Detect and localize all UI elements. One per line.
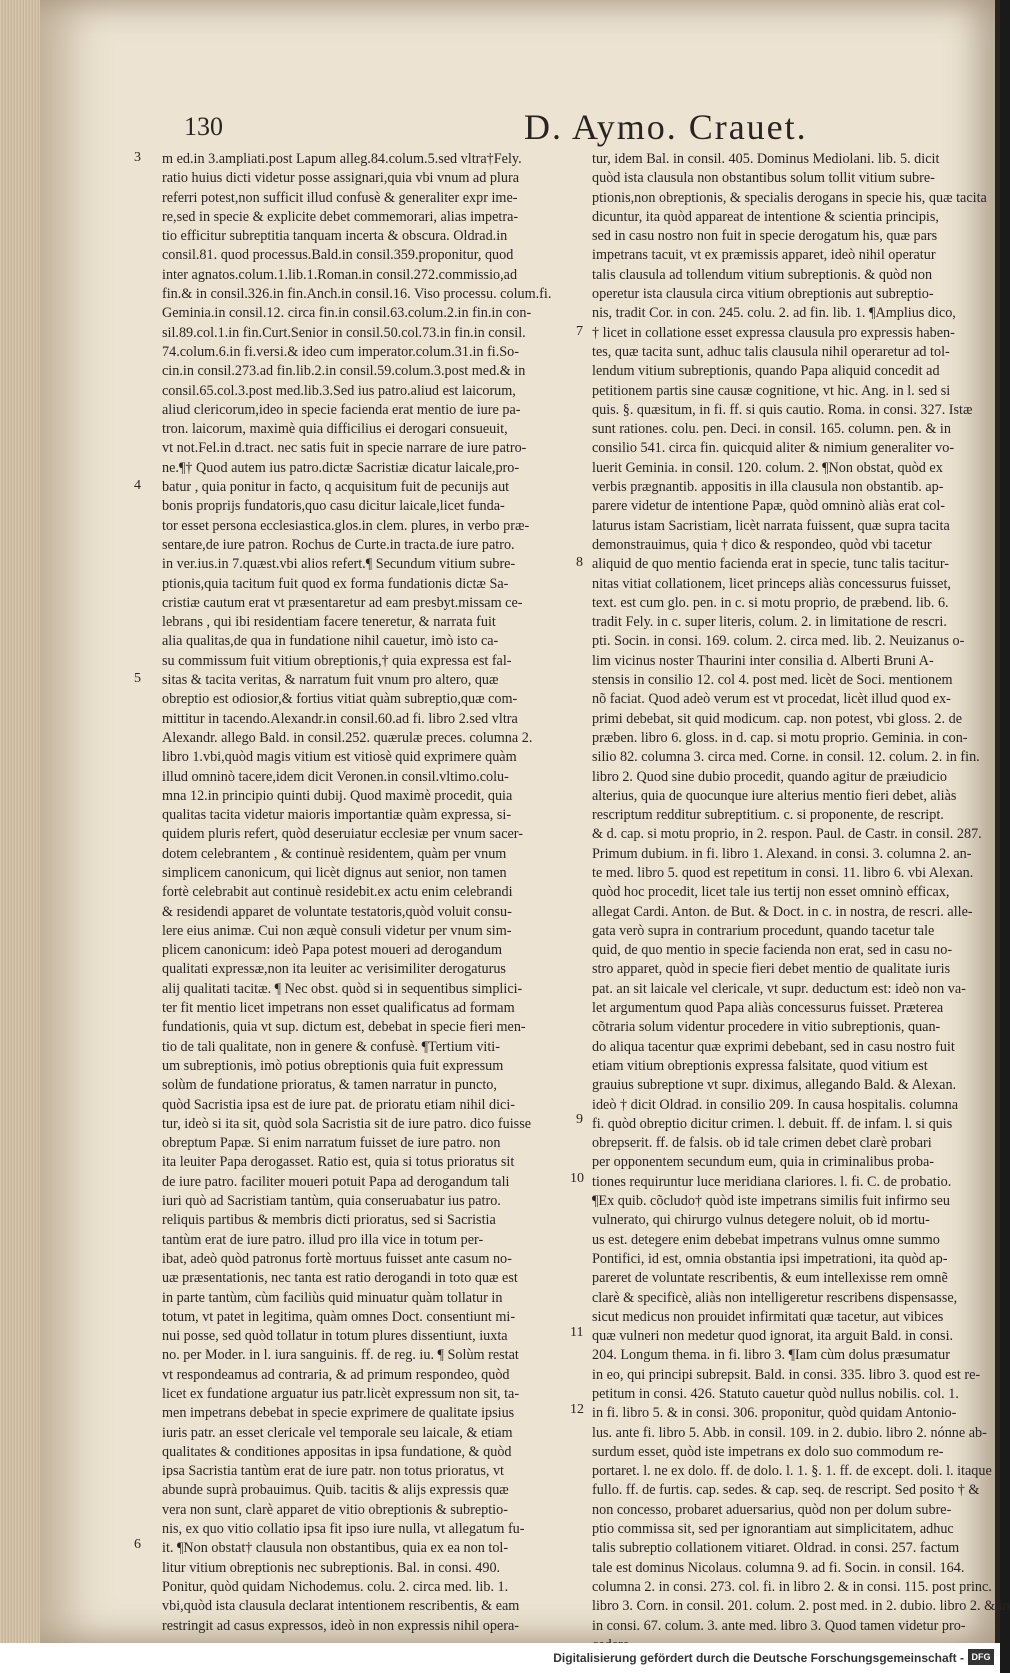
- text-line: obrepserit. ff. de falsis. ob id tale crimen debet clarè probari: [592, 1135, 932, 1152]
- text-line: fundationis, quia vt sup. dictum est, debebat in specie fieri men-: [162, 1019, 526, 1036]
- margin-number: 7: [576, 324, 583, 339]
- text-line: petitum in consi. 426. Statuto cauetur quòd nullus nobilis. col. 1.: [592, 1386, 959, 1402]
- text-line: in fi. libro 5. & in consi. 306. proponitur, quòd quidam Antonio-: [592, 1405, 957, 1422]
- text-line: su commissum fuit vitium obreptionis,† quia expressa est fal-: [162, 652, 512, 669]
- text-line: it. ¶Non obstat† clausula non obstantibus, quia ex ea non tol-: [162, 1540, 509, 1557]
- text-line: nis, tradit Cor. in con. 245. colu. 2. ad fin. lib. 1. ¶Amplius dico,: [592, 305, 956, 322]
- text-line: iuri quò ad Sacristiam tantùm, quia conseruabatur ius patro.: [162, 1193, 501, 1210]
- text-line: cin.in consil.273.ad fin.lib.2.in consil.59.colum.3.post med.& in: [162, 363, 526, 380]
- text-line: tiones requiruntur luce meridiana clariores. l. fi. C. de probatio.: [592, 1173, 952, 1190]
- text-line: restringit ad casus expressos, ideò in non expressis nihil opera-: [162, 1617, 519, 1634]
- text-line: libro 2. Quod sine dubio procedit, quando agitur de præiudicio: [592, 768, 948, 785]
- text-line: petitionem partis sine causæ cognitione, vt hic. Ang. in l. sed si: [592, 382, 951, 399]
- text-line: referri potest,non sufficit illud confusè & generaliter expr ime-: [162, 189, 518, 206]
- text-line: Pontifici, id est, omnia obstantia ipsi impetrationi, ita quòd ap-: [592, 1250, 948, 1267]
- left-text-column: [162, 150, 582, 1636]
- page-stack-edge: [0, 0, 44, 1643]
- text-line: primi debebat, sit quid modicum. cap. non potest, vbi gloss. 2. de: [592, 710, 963, 727]
- text-line: totum, vt patet in legitima, quàm omnes Doct. consentiunt mi-: [162, 1308, 516, 1325]
- text-line: præben. libro 6. gloss. in d. cap. si motu proprio. Geminia. in con-: [592, 729, 968, 746]
- text-line: bonis proprijs fundatoris,quo casu dicitur laicale,licet funda-: [162, 498, 505, 515]
- text-line: luerit Geminia. in consil. 120. colum. 2. ¶Non obstat, quòd ex: [592, 459, 943, 476]
- book-page: [40, 0, 1010, 1643]
- text-line: clarè & specificè, aliàs non intelligeretur rescribens dispensasse,: [592, 1289, 958, 1306]
- text-line: tale est dominus Nicolaus. columna 9. ad fi. Socin. in consil. 164.: [592, 1559, 965, 1576]
- text-line: solùm de fundatione prioratus, & tamen narratur in puncto,: [162, 1077, 497, 1094]
- text-line: qualitas tacita videtur maioris importantiæ quàm expressa, si-: [162, 807, 512, 824]
- text-line: quòd hoc procedit, licet tale ius tertij non esset omninò efficax,: [592, 884, 950, 901]
- text-line: columna 2. in consi. 273. col. fi. in libro 2. & in consi. 115. post princ.: [592, 1578, 992, 1595]
- text-line: vbi,quòd ista clausula declarat intentionem rescribentis, & eam: [162, 1598, 520, 1615]
- text-line: † licet in collatione esset expressa clausula pro expressis haben-: [592, 324, 955, 341]
- text-line: ptionis,quia tacitum fuit quod ex forma fundationis dictæ Sa-: [162, 575, 509, 592]
- text-line: simplicem canonicum, qui licèt dignus aut senior, non tamen: [162, 864, 507, 881]
- text-line: us est. detegere enim debebat impetrans vulnus omne summo: [592, 1231, 940, 1248]
- text-line: fortè celebrabit aut continuè residebit.ex actu enim celebrandi: [162, 884, 513, 901]
- text-line: fi. quòd obreptio dicitur crimen. l. debuit. ff. de infam. l. si quis: [592, 1115, 953, 1132]
- text-line: vt respondeamus ad contraria, & ad primum respondeo, quòd: [162, 1366, 510, 1383]
- text-line: ptionis,non obreptionis, & specialis derogans in specie his, quæ tacita: [592, 189, 987, 206]
- text-line: verbis prægnantib. appositis in illa clausula non obstantib. ap-: [592, 479, 944, 496]
- text-line: consil.65.col.3.post med.lib.3.Sed ius patro.aliud est laicorum,: [162, 382, 516, 399]
- text-line: Geminia.in consil.12. circa fin.in consil.63.colum.2.in fin.in con-: [162, 305, 532, 322]
- text-line: tor esset persona ecclesiastica.glos.in clem. plures, in verbo præ-: [162, 517, 530, 534]
- text-line: lebrans , qui ibi residentiam facere teneretur, & narrata fuit: [162, 614, 496, 631]
- margin-number: 6: [134, 1537, 141, 1552]
- text-line: nitas vitiat collationem, licet princeps aliàs concessurus fuisset,: [592, 575, 951, 592]
- margin-number: 5: [134, 671, 141, 686]
- text-line: in parte tantùm, cùm faciliùs quid minuatur quàm tollatur in: [162, 1289, 503, 1306]
- page-number: 130: [184, 112, 223, 141]
- text-line: qualitates & conditiones appositas in ipsa fundatione, & quòd: [162, 1443, 512, 1460]
- text-line: Ponitur, quòd quidam Nichodemus. colu. 2. circa med. lib. 1.: [162, 1578, 509, 1595]
- text-line: quòd Sacristia ipsa est de iure pat. de prioratu etiam nihil dici-: [162, 1096, 516, 1113]
- text-line: talis clausula ad tollendum vitium subreptionis. & quòd non: [592, 266, 933, 283]
- text-line: dicuntur, ita quòd appareat de intentione & scientia principis,: [592, 208, 939, 225]
- text-line: nui posse, sed quòd tollatur in totum plures dissentiunt, iuxta: [162, 1328, 508, 1345]
- text-line: quidem pluris refert, quòd deseruiatur ecclesiæ per vnum sacer-: [162, 826, 523, 843]
- margin-number: 9: [576, 1112, 583, 1127]
- running-title: D. Aymo. Crauet.: [524, 107, 808, 147]
- text-line: mittitur in tacendo.Alexandr.in consil.60.ad fi. libro 2.sed vltra: [162, 710, 518, 727]
- text-line: let argumentum quod Papa aliàs concessurus fuisset. Præterea: [592, 1000, 944, 1017]
- text-line: tur, idem Bal. in consil. 405. Dominus Mediolani. lib. 5. dicit: [592, 151, 940, 167]
- text-line: ipsa Sacristia tantùm erat de iure patr. non totus prioratus, vt: [162, 1463, 504, 1480]
- text-line: reliquis partibus & membris dicti prioratus, sed si Sacristia: [162, 1212, 496, 1229]
- text-line: tur, ideò si ita sit, quòd sola Sacristia sit de iure patro. dico fuisse: [162, 1115, 532, 1132]
- text-line: stensis in consilio 12. col 4. post med. licèt de Soci. mentionem: [592, 672, 953, 689]
- text-line: Alexandr. allego Bald. in consil.252. quærulæ preces. columna 2.: [162, 729, 533, 746]
- text-line: surdum esset, quòd iste impetrans ex dolo suo commodum re-: [592, 1443, 944, 1460]
- text-line: sed in casu nostro non fuit in specie derogatum his, quæ pars: [592, 228, 938, 245]
- text-line: quis. §. quæsitum, in fi. ff. si quis cautio. Roma. in consi. 327. Istæ: [592, 401, 973, 418]
- text-line: aliquid de quo mentio facienda erat in specie, tunc talis tacitur-: [592, 556, 950, 573]
- text-line: plicem canonicum: ideò Papa potest moueri ad derogandum: [162, 942, 503, 959]
- text-line: nis, ex quo vitio collatio ipsa fit ipso iure nulla, vt allegatum fu-: [162, 1521, 525, 1538]
- text-line: batur , quia ponitur in facto, q acquisitum fuit de pecunijs aut: [162, 479, 510, 496]
- text-line: ¶Ex quib. cõcludo† quòd iste impetrans similis fuit infirmo seu: [592, 1193, 950, 1210]
- text-line: libro 1.vbi,quòd magis vitium est vitiosè quid exprimere quàm: [162, 749, 517, 766]
- text-line: ter fit mentio licet impetrans non esset qualificatus ad formam: [162, 1000, 515, 1017]
- text-line: grauius subreptione vt supr. diximus, allegando Bald. & Alexan.: [592, 1077, 957, 1094]
- text-line: rescriptum redditur subreptitium. c. si proponente, de rescript.: [592, 807, 944, 824]
- text-line: re,sed in specie & explicite debet commemorari, alias impetra-: [162, 208, 519, 225]
- text-line: pat. an sit laicale vel clericale, vt supr. deductum est: ideò non va-: [592, 980, 966, 997]
- text-line: sunt rationes. colu. pen. Deci. in consil. 165. column. pen. & in: [592, 421, 951, 438]
- text-line: ptio commissa sit, sed per ignorantiam aut simplicitatem, adhuc: [592, 1521, 954, 1538]
- page-header: [104, 106, 955, 150]
- text-line: obreptum Papæ. Si enim narratum fuisset de iure patro. non: [162, 1135, 501, 1152]
- text-line: in consi. 67. colum. 3. ante med. libro 3. Quod tamen videtur pro-: [592, 1617, 966, 1634]
- text-line: obreptio est odiosior,& fortius vitiat quàm subreptio,quæ com-: [162, 691, 518, 708]
- text-line: parere videtur de intentione Papæ, quòd omninò aliàs erat col-: [592, 498, 946, 515]
- right-text-column: [592, 150, 1010, 1655]
- text-line: alterius, quia de quocunque iure alterius mentio fieri debet, aliàs: [592, 787, 957, 804]
- text-line: lim vicinus noster Thaurini inter consilia d. Alberti Bruni A-: [592, 652, 934, 669]
- text-line: portaret. l. ne ex dolo. ff. de dolo. l. 1. §. 1. ff. de except. doli. l. itaque: [592, 1463, 992, 1480]
- text-line: vera non sunt, clarè apparet de vitio obreptionis & subreptio-: [162, 1501, 508, 1518]
- digitization-footer: [0, 1643, 1000, 1673]
- text-line: cõtraria solum videntur procedere in vitio subreptionis, quan-: [592, 1019, 941, 1036]
- text-line: 204. Longum thema. in fi. libro 3. ¶Iam cùm dolus præsumatur: [592, 1347, 950, 1364]
- text-line: sentare,de iure patron. Rochus de Curte.in tracta.de iure patro.: [162, 536, 515, 553]
- text-line: iuris patr. an esset clericale vel temporale seu laicale, & etiam: [162, 1424, 513, 1441]
- text-line: men impetrans debebat in specie exprimere de qualitate ipsius: [162, 1405, 515, 1422]
- text-line: ita leuiter Papa derogasset. Ratio est, quia si totus prioratus sit: [162, 1154, 515, 1171]
- text-line: de iure patro. faciliter moueri potuit Papa ad derogandum tali: [162, 1173, 510, 1190]
- margin-number: 12: [570, 1402, 584, 1417]
- text-line: tradit Fely. in c. super literis, colum. 2. in limitatione de rescri.: [592, 614, 947, 631]
- text-line: 74.colum.6.in fi.versi.& ideo cum imperator.colum.31.in fi.So-: [162, 343, 519, 360]
- text-line: alia qualitas,de qua in fundatione nihil cauetur, imò isto ca-: [162, 633, 499, 650]
- text-line: consil.81. quod processus.Bald.in consil.359.proponitur, quod: [162, 247, 514, 264]
- text-line: alij qualitati tacitæ. ¶ Nec obst. quòd si in sequentibus simplici-: [162, 980, 523, 997]
- text-line: ideò † dicit Oldrad. in consilio 209. In causa hospitalis. columna: [592, 1096, 959, 1113]
- text-line: quæ vulneri non medetur quod ignorat, ita arguit Bald. in consi.: [592, 1328, 954, 1345]
- text-line: um subreptionis, imò potius obreptionis quia fuit expressum: [162, 1057, 504, 1074]
- text-line: licet ex fundatione arguatur ius patr.licèt expressum non sit, ta-: [162, 1386, 520, 1402]
- text-line: lus. ante fi. libro 5. Abb. in consil. 109. in 2. dubio. libro 2. nónne ab-: [592, 1424, 987, 1441]
- text-line: cristiæ cautum erat vt præsentaretur ad eam presbyt.missam ce-: [162, 594, 523, 611]
- dfg-logo-icon: DFG: [968, 1649, 994, 1665]
- margin-number: 11: [570, 1325, 584, 1340]
- text-line: in eo, qui principi subrepsit. Bald. in consi. 335. libro 3. quod est re-: [592, 1366, 981, 1383]
- text-line: abunde suprà probauimus. Quib. tacitis & alijs expressis quæ: [162, 1482, 509, 1499]
- margin-number: 10: [570, 1171, 584, 1186]
- text-line: te med. libro 5. quod est repetitum in consi. 11. libro 6. vbi Alexan.: [592, 864, 974, 881]
- text-line: illud omninò tacere,idem dicit Veronen.in consil.vltimo.colu-: [162, 768, 509, 785]
- footer-credit: Digitalisierung gefördert durch die Deutsche Forschungsgemeinschaft -: [553, 1651, 964, 1665]
- text-line: inter agnatos.colum.1.lib.1.Roman.in consil.272.commissio,ad: [162, 266, 518, 283]
- text-line: & d. cap. si motu proprio, in 2. respon. Paul. de Castr. in consil. 287.: [592, 826, 982, 843]
- text-line: vt not.Fel.in d.tract. nec satis fuit in specie narrare de iure patro-: [162, 440, 527, 457]
- text-line: in ver.ius.in 7.quæst.vbi alios refert.¶ Secundum vitium subre-: [162, 556, 516, 573]
- text-line: no. per Moder. in l. iura sanguinis. ff. de reg. iu. ¶ Solùm restat: [162, 1347, 519, 1364]
- text-line: fin.& in consil.326.in fin.Anch.in consil.16. Viso processu. colum.fi.: [162, 286, 552, 303]
- text-line: allegat Cardi. Anton. de But. & Doct. in c. in nostra, de rescri. alle-: [592, 903, 973, 920]
- text-line: non concesso, probaret aduersarius, quòd non per dolum subre-: [592, 1501, 952, 1518]
- text-line: tes, quæ tacita sunt, adhuc talis clausula nihil operaretur ad tol-: [592, 343, 950, 360]
- text-line: mna 12.in principio quinti dubij. Quod maximè procedit, quia: [162, 787, 513, 804]
- text-line: quid, de quo mentio in specie facienda non erat, sed in casu no-: [592, 942, 953, 959]
- text-line: m ed.in 3.ampliati.post Lapum alleg.84.colum.5.sed vltra†Fely.: [162, 151, 522, 167]
- text-line: operetur ista clausula circa vitium obreptionis aut subreptio-: [592, 286, 934, 303]
- text-line: demonstrauimus, quia † dico & respondeo, quòd vbi tacetur: [592, 536, 932, 553]
- text-line: text. est cum glo. pen. in c. si motu proprio, de præbend. lib. 6.: [592, 594, 949, 611]
- text-line: fullo. ff. de furtis. cap. sedes. & cap. seq. de rescript. Sed posito † &: [592, 1482, 980, 1499]
- margin-number: 3: [134, 150, 141, 165]
- text-line: per opponentem secundum eum, quia in criminalibus proba-: [592, 1154, 934, 1171]
- text-line: tantùm erat de iure patro. illud pro illa vice in totum per-: [162, 1231, 484, 1248]
- text-line: laturus istam Sacristiam, licèt narrata fuissent, quæ supra tacita: [592, 517, 950, 534]
- text-line: quòd ista clausula non obstantibus solum tollit vitium subre-: [592, 170, 935, 187]
- text-line: talis subreptio collationem vitiaret. Oldrad. in consi. 257. factum: [592, 1540, 960, 1557]
- margin-number: 8: [576, 555, 583, 570]
- text-line: qualitati expressæ,non ita leuiter ac verisimiliter derogaturus: [162, 961, 506, 978]
- text-line: ibat, adeò quòd patronus fortè mortuus fuisset ante casum no-: [162, 1250, 512, 1267]
- text-line: tron. laicorum, maximè quia difficilius ei derogari consueuit,: [162, 421, 508, 438]
- text-line: ne.¶† Quod autem ius patro.dictæ Sacristiæ dicatur laicale,pro-: [162, 459, 520, 476]
- text-line: silio 82. columna 3. circa med. Corne. in consil. 12. colum. 2. in fin.: [592, 749, 980, 766]
- text-line: sil.89.col.1.in fin.Curt.Senior in consil.50.col.73.in fin.in consil.: [162, 324, 526, 341]
- text-line: & residendi apparet de voluntate testatoris,quòd voluit consu-: [162, 903, 512, 920]
- text-line: pti. Socin. in consi. 169. colum. 2. circa med. lib. 2. Neuizanus o-: [592, 633, 965, 650]
- text-line: pareret de voluntate rescribentis, & eum intellexisse rem omnẽ: [592, 1270, 948, 1287]
- text-line: Primum dubium. in fi. libro 1. Alexand. in consi. 3. columna 2. an-: [592, 845, 972, 862]
- text-line: aliud clericorum,ideo in specie facienda erat mentio de iure pa-: [162, 401, 521, 418]
- text-line: tio efficitur subreptitia tanquam incerta & obscura. Oldrad.in: [162, 228, 508, 245]
- text-line: consilio 541. circa fin. quicquid aliter & nimium generaliter vo-: [592, 440, 955, 457]
- text-line: nõ faciat. Quod adeò verum est vt procedat, licèt illud quod ex-: [592, 691, 951, 708]
- text-line: ratio huius dicti videtur posse assignari,quia vbi vnum ad plura: [162, 170, 519, 187]
- text-line: vulnerato, qui chirurgo vulnus detegere noluit, ob id mortu-: [592, 1212, 930, 1229]
- text-line: do aliqua tacentur quæ exprimi debebant, sed in casu nostro fuit: [592, 1038, 955, 1055]
- text-line: dotem celebrantem , & continuè residentem, quàm per vnum: [162, 845, 507, 862]
- text-line: sitas & tacita veritas, & narratum fuit vnum pro altero, quæ: [162, 672, 499, 689]
- text-line: uæ præsentationis, nec tanta est ratio derogandi in toto quæ est: [162, 1270, 518, 1287]
- margin-number: 4: [134, 478, 141, 493]
- text-line: libro 3. Corn. in consil. 201. colum. 2. post med. in 2. dubio. libro 2. & in: [592, 1598, 1010, 1615]
- text-line: lere eius animæ. Cui non æquè consuli videtur per vnum sim-: [162, 922, 512, 939]
- text-line: sicut medicus non prouidet infirmitati quæ tacetur, aut vibices: [592, 1308, 944, 1325]
- text-line: gata verò supra in contrarium procedunt, quando tacetur tale: [592, 922, 935, 939]
- text-line: lendum vitium subreptionis, quando Papa aliquid concedit ad: [592, 363, 940, 380]
- text-line: tio de tali qualitate, non in genere & confusè. ¶Tertium viti-: [162, 1038, 500, 1055]
- text-line: stro apparet, quòd in specie fieri debet mentio de qualitate iuris: [592, 961, 951, 978]
- text-line: impetrans tacuit, vt ex præmissis apparet, ideò nihil operatur: [592, 247, 936, 264]
- text-line: litur vitium obreptionis nec subreptionis. Bal. in consi. 490.: [162, 1559, 501, 1576]
- text-line: etiam vitium obreptionis expressa falsitate, quod vitium est: [592, 1057, 928, 1074]
